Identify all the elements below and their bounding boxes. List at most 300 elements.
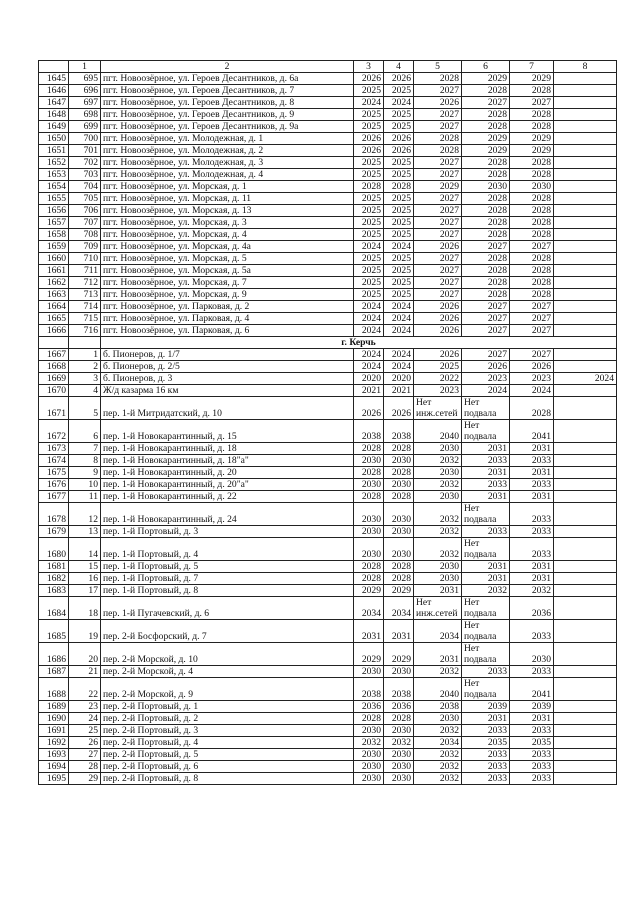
table-row — [39, 773, 617, 785]
col3-cell: 2021 — [354, 385, 384, 397]
address-cell: пгт. Новоозёрное, ул. Парковая, д. 4 — [101, 313, 354, 325]
col3-cell: 2028 — [354, 467, 384, 479]
col8-cell — [554, 169, 617, 181]
col4-cell: 2028 — [384, 181, 414, 193]
col3-cell: 2030 — [354, 666, 384, 678]
col5-cell: 2026 — [414, 349, 462, 361]
col5-cell: 2027 — [414, 85, 462, 97]
col8-cell — [554, 313, 617, 325]
col3-cell: 2024 — [354, 301, 384, 313]
row-number: 1682 — [39, 573, 69, 585]
col7-cell: 2027 — [510, 349, 554, 361]
row-local-number: 4 — [69, 385, 101, 397]
col5-cell-line-1: Нет — [416, 597, 432, 608]
row-local-number: 706 — [69, 205, 101, 217]
col3-cell: 2024 — [354, 361, 384, 373]
col4-cell: 2028 — [384, 713, 414, 725]
col3-cell: 2026 — [354, 145, 384, 157]
col3-cell: 2025 — [354, 277, 384, 289]
row-local-number: 700 — [69, 133, 101, 145]
table-row — [39, 133, 617, 145]
row-local-number: 16 — [69, 573, 101, 585]
table-row — [39, 85, 617, 97]
address-cell: пгт. Новоозёрное, ул. Морская, д. 4 — [101, 229, 354, 241]
col8-cell — [554, 157, 617, 169]
col8-cell — [554, 289, 617, 301]
col3-cell: 2026 — [354, 73, 384, 85]
col3-cell: 2030 — [354, 479, 384, 491]
col4-cell: 2028 — [384, 443, 414, 455]
col8-cell — [554, 265, 617, 277]
col5-cell-line-2: инж.сетей — [416, 408, 458, 419]
col6-cell-line-1: Нет — [464, 597, 480, 608]
col5-cell: 2030 — [414, 443, 462, 455]
table-body — [39, 73, 617, 785]
col6-cell: 2028 — [462, 121, 510, 133]
col6-cell-line-1: Нет — [464, 643, 480, 654]
col7-cell: 2033 — [510, 761, 554, 773]
address-cell: пер. 1-й Митридатский, д. 10 — [101, 397, 354, 420]
address-cell: пгт. Новоозёрное, ул. Морская, д. 9 — [101, 289, 354, 301]
col6-cell: 2027 — [462, 241, 510, 253]
header-cell-5: 5 — [414, 61, 462, 73]
col5-cell: 2026 — [414, 97, 462, 109]
row-number: 1650 — [39, 133, 69, 145]
col5-cell: 2023 — [414, 385, 462, 397]
col3-cell: 2030 — [354, 526, 384, 538]
row-local-number: 713 — [69, 289, 101, 301]
section-title: г. Керчь — [101, 337, 617, 349]
row-local-number: 7 — [69, 443, 101, 455]
address-cell: пер. 1-й Новокарантинный, д. 18"а" — [101, 455, 354, 467]
row-number: 1695 — [39, 773, 69, 785]
col7-cell: 2028 — [510, 121, 554, 133]
col6-cell: 2029 — [462, 73, 510, 85]
col3-cell: 2032 — [354, 737, 384, 749]
row-local-number: 714 — [69, 301, 101, 313]
col3-cell: 2025 — [354, 85, 384, 97]
col7-cell: 2028 — [510, 265, 554, 277]
col7-cell: 2028 — [510, 229, 554, 241]
row-number: 1649 — [39, 121, 69, 133]
col8-cell — [554, 205, 617, 217]
col5-cell — [414, 597, 462, 620]
col6-cell: 2033 — [462, 479, 510, 491]
col3-cell: 2028 — [354, 573, 384, 585]
row-local-number: 710 — [69, 253, 101, 265]
col4-cell: 2025 — [384, 253, 414, 265]
table-row — [39, 526, 617, 538]
address-cell: пер. 1-й Новокарантинный, д. 22 — [101, 491, 354, 503]
col4-cell: 2024 — [384, 313, 414, 325]
address-cell: б. Пионеров, д. 1/7 — [101, 349, 354, 361]
row-number: 1688 — [39, 678, 69, 701]
col8-cell — [554, 229, 617, 241]
col4-cell: 2024 — [384, 301, 414, 313]
row-local-number: 22 — [69, 678, 101, 701]
col4-cell: 2030 — [384, 479, 414, 491]
col7-cell: 2033 — [510, 749, 554, 761]
col6-cell-line-1: Нет — [464, 503, 480, 514]
col8-cell — [554, 585, 617, 597]
address-cell: пер. 2-й Босфорский, д. 7 — [101, 620, 354, 643]
address-cell: пгт. Новоозёрное, ул. Морская, д. 7 — [101, 277, 354, 289]
col5-cell: 2026 — [414, 301, 462, 313]
col8-cell — [554, 277, 617, 289]
col8-cell — [554, 325, 617, 337]
col6-cell: 2028 — [462, 229, 510, 241]
row-number: 1693 — [39, 749, 69, 761]
col7-cell: 2027 — [510, 241, 554, 253]
col6-cell-line-2: подвала — [464, 549, 497, 560]
col4-cell: 2038 — [384, 420, 414, 443]
col4-cell: 2031 — [384, 620, 414, 643]
col8-cell — [554, 85, 617, 97]
table-row — [39, 620, 617, 643]
col6-cell: 2029 — [462, 145, 510, 157]
address-cell: пгт. Новоозёрное, ул. Парковая, д. 2 — [101, 301, 354, 313]
col6-cell: 2023 — [462, 373, 510, 385]
row-local-number: 716 — [69, 325, 101, 337]
col6-cell: 2031 — [462, 491, 510, 503]
col8-cell — [554, 420, 617, 443]
row-number: 1648 — [39, 109, 69, 121]
col3-cell: 2038 — [354, 678, 384, 701]
col4-cell: 2025 — [384, 121, 414, 133]
table-row — [39, 701, 617, 713]
table-row — [39, 725, 617, 737]
row-local-number: 712 — [69, 277, 101, 289]
col7-cell: 2028 — [510, 193, 554, 205]
address-cell: пер. 2-й Портовый, д. 5 — [101, 749, 354, 761]
table-row — [39, 289, 617, 301]
col6-cell: 2030 — [462, 181, 510, 193]
row-local-number: 8 — [69, 455, 101, 467]
row-local-number: 21 — [69, 666, 101, 678]
col4-cell: 2026 — [384, 145, 414, 157]
col3-cell: 2025 — [354, 109, 384, 121]
row-local-number: 6 — [69, 420, 101, 443]
col6-cell — [462, 643, 510, 666]
register-table — [38, 60, 617, 785]
row-number: 1694 — [39, 761, 69, 773]
col8-cell — [554, 145, 617, 157]
table-row — [39, 193, 617, 205]
col6-cell: 2027 — [462, 325, 510, 337]
table-row — [39, 313, 617, 325]
row-local-number: 697 — [69, 97, 101, 109]
row-local-number: 18 — [69, 597, 101, 620]
address-cell: пер. 1-й Новокарантинный, д. 20 — [101, 467, 354, 479]
col6-cell-line-2: подвала — [464, 689, 497, 700]
row-local-number: 28 — [69, 761, 101, 773]
address-cell: Ж/д казарма 16 км — [101, 385, 354, 397]
row-local-number: 12 — [69, 503, 101, 526]
row-number: 1646 — [39, 85, 69, 97]
col7-cell: 2036 — [510, 597, 554, 620]
col8-cell — [554, 620, 617, 643]
col5-cell: 2027 — [414, 265, 462, 277]
col3-cell: 2025 — [354, 205, 384, 217]
col8-cell — [554, 761, 617, 773]
col5-cell: 2022 — [414, 373, 462, 385]
col8-cell — [554, 666, 617, 678]
table-row — [39, 397, 617, 420]
col6-cell: 2028 — [462, 253, 510, 265]
row-number: 1689 — [39, 701, 69, 713]
col6-cell: 2024 — [462, 385, 510, 397]
col7-cell: 2028 — [510, 205, 554, 217]
col8-cell — [554, 97, 617, 109]
col3-cell: 2025 — [354, 265, 384, 277]
row-local-number: 705 — [69, 193, 101, 205]
address-cell: пгт. Новоозёрное, ул. Молодежная, д. 3 — [101, 157, 354, 169]
col3-cell: 2030 — [354, 725, 384, 737]
col6-cell — [462, 420, 510, 443]
col4-cell: 2030 — [384, 761, 414, 773]
row-local-number: 14 — [69, 538, 101, 561]
address-cell: пер. 1-й Портовый, д. 7 — [101, 573, 354, 585]
col8-cell — [554, 193, 617, 205]
row-number: 1679 — [39, 526, 69, 538]
col5-cell: 2030 — [414, 713, 462, 725]
row-local-number: 11 — [69, 491, 101, 503]
col5-cell: 2030 — [414, 573, 462, 585]
row-number: 1675 — [39, 467, 69, 479]
col8-cell — [554, 385, 617, 397]
row-number: 1671 — [39, 397, 69, 420]
col4-cell: 2024 — [384, 241, 414, 253]
header-cell-4: 4 — [384, 61, 414, 73]
col3-cell: 2025 — [354, 193, 384, 205]
row-local-number: 24 — [69, 713, 101, 725]
col5-cell: 2027 — [414, 229, 462, 241]
row-local-number: 25 — [69, 725, 101, 737]
col6-cell: 2027 — [462, 349, 510, 361]
address-cell: пгт. Новоозёрное, ул. Молодежная, д. 1 — [101, 133, 354, 145]
table-row — [39, 643, 617, 666]
row-number: 1674 — [39, 455, 69, 467]
col8-cell: 2024 — [554, 373, 617, 385]
col5-cell — [414, 397, 462, 420]
col8-cell — [554, 109, 617, 121]
row-number: 1670 — [39, 385, 69, 397]
table-row — [39, 385, 617, 397]
table-row — [39, 205, 617, 217]
row-local-number: 715 — [69, 313, 101, 325]
row-local-number: 13 — [69, 526, 101, 538]
col8-cell — [554, 725, 617, 737]
address-cell: пер. 1-й Новокарантинный, д. 24 — [101, 503, 354, 526]
row-number: 1692 — [39, 737, 69, 749]
col5-cell: 2027 — [414, 205, 462, 217]
col3-cell: 2024 — [354, 313, 384, 325]
row-number: 1658 — [39, 229, 69, 241]
col6-cell: 2026 — [462, 361, 510, 373]
col3-cell: 2024 — [354, 325, 384, 337]
col8-cell — [554, 397, 617, 420]
col6-cell: 2027 — [462, 301, 510, 313]
col3-cell: 2026 — [354, 133, 384, 145]
col7-cell: 2028 — [510, 253, 554, 265]
col3-cell: 2030 — [354, 749, 384, 761]
col5-cell: 2032 — [414, 538, 462, 561]
row-local-number: 26 — [69, 737, 101, 749]
col4-cell: 2025 — [384, 289, 414, 301]
row-number: 1683 — [39, 585, 69, 597]
row-local-number: 698 — [69, 109, 101, 121]
col5-cell: 2032 — [414, 479, 462, 491]
col8-cell — [554, 181, 617, 193]
col8-cell — [554, 467, 617, 479]
col6-cell: 2031 — [462, 561, 510, 573]
col5-cell: 2027 — [414, 289, 462, 301]
table-row — [39, 145, 617, 157]
col7-cell: 2031 — [510, 491, 554, 503]
table-row — [39, 761, 617, 773]
col8-cell — [554, 701, 617, 713]
col5-cell: 2027 — [414, 217, 462, 229]
row-local-number: 704 — [69, 181, 101, 193]
col3-cell: 2030 — [354, 503, 384, 526]
col4-cell: 2025 — [384, 217, 414, 229]
col6-cell: 2033 — [462, 773, 510, 785]
row-local-number: 701 — [69, 145, 101, 157]
col5-cell: 2027 — [414, 169, 462, 181]
col8-cell — [554, 349, 617, 361]
col4-cell: 2024 — [384, 325, 414, 337]
col5-cell: 2030 — [414, 491, 462, 503]
table-row — [39, 349, 617, 361]
address-cell: пер. 1-й Портовый, д. 8 — [101, 585, 354, 597]
address-cell: пер. 2-й Морской, д. 9 — [101, 678, 354, 701]
col8-cell — [554, 526, 617, 538]
col5-cell: 2026 — [414, 313, 462, 325]
row-number: 1645 — [39, 73, 69, 85]
col6-cell: 2033 — [462, 761, 510, 773]
table-row — [39, 253, 617, 265]
col8-cell — [554, 491, 617, 503]
col4-cell: 2025 — [384, 157, 414, 169]
col5-cell: 2026 — [414, 241, 462, 253]
row-local-number: 2 — [69, 361, 101, 373]
address-cell: пер. 1-й Портовый, д. 5 — [101, 561, 354, 573]
col8-cell — [554, 737, 617, 749]
table-row — [39, 597, 617, 620]
col3-cell: 2030 — [354, 761, 384, 773]
col7-cell: 2041 — [510, 678, 554, 701]
header-cell-6: 6 — [462, 61, 510, 73]
col7-cell: 2031 — [510, 467, 554, 479]
row-local-number: 711 — [69, 265, 101, 277]
header-cell-3: 3 — [354, 61, 384, 73]
address-cell: пгт. Новоозёрное, ул. Героев Десантников, д. 9 — [101, 109, 354, 121]
col6-cell: 2028 — [462, 85, 510, 97]
col6-cell: 2033 — [462, 455, 510, 467]
col4-cell: 2026 — [384, 133, 414, 145]
col3-cell: 2026 — [354, 397, 384, 420]
row-number: 1661 — [39, 265, 69, 277]
col4-cell: 2024 — [384, 97, 414, 109]
col4-cell: 2028 — [384, 491, 414, 503]
col4-cell: 2025 — [384, 193, 414, 205]
table-row — [39, 538, 617, 561]
col6-cell: 2028 — [462, 157, 510, 169]
table-row — [39, 373, 617, 385]
address-cell: пер. 2-й Портовый, д. 6 — [101, 761, 354, 773]
address-cell: пер. 2-й Портовый, д. 3 — [101, 725, 354, 737]
header-row — [39, 61, 617, 73]
col8-cell — [554, 561, 617, 573]
col7-cell: 2023 — [510, 373, 554, 385]
row-number: 1680 — [39, 538, 69, 561]
col6-cell: 2028 — [462, 217, 510, 229]
col7-cell: 2028 — [510, 85, 554, 97]
col7-cell: 2031 — [510, 443, 554, 455]
col3-cell: 2030 — [354, 538, 384, 561]
row-local-number: 695 — [69, 73, 101, 85]
col7-cell: 2024 — [510, 385, 554, 397]
table-row — [39, 561, 617, 573]
address-cell: пгт. Новоозёрное, ул. Героев Десантников, д. 6а — [101, 73, 354, 85]
col4-cell: 2036 — [384, 701, 414, 713]
col8-cell — [554, 301, 617, 313]
col8-cell — [554, 253, 617, 265]
col3-cell: 2028 — [354, 713, 384, 725]
col7-cell: 2032 — [510, 585, 554, 597]
col3-cell: 2029 — [354, 585, 384, 597]
col4-cell: 2028 — [384, 561, 414, 573]
row-number: 1652 — [39, 157, 69, 169]
col4-cell: 2030 — [384, 749, 414, 761]
col5-cell: 2030 — [414, 561, 462, 573]
row-local-number: 5 — [69, 397, 101, 420]
col5-cell: 2040 — [414, 420, 462, 443]
table-row — [39, 585, 617, 597]
row-local-number: 1 — [69, 349, 101, 361]
col7-cell: 2033 — [510, 666, 554, 678]
col6-cell: 2028 — [462, 265, 510, 277]
address-cell: пер. 2-й Морской, д. 4 — [101, 666, 354, 678]
row-local-number: 708 — [69, 229, 101, 241]
row-number: 1664 — [39, 301, 69, 313]
table-row — [39, 443, 617, 455]
col7-cell: 2033 — [510, 479, 554, 491]
table-row — [39, 361, 617, 373]
col4-cell: 2026 — [384, 73, 414, 85]
row-number: 1678 — [39, 503, 69, 526]
col3-cell: 2025 — [354, 169, 384, 181]
col4-cell: 2025 — [384, 277, 414, 289]
col8-cell — [554, 443, 617, 455]
col8-cell — [554, 503, 617, 526]
col4-cell: 2034 — [384, 597, 414, 620]
col6-cell: 2031 — [462, 443, 510, 455]
col4-cell: 2020 — [384, 373, 414, 385]
col7-cell: 2028 — [510, 289, 554, 301]
col8-cell — [554, 121, 617, 133]
address-cell: пгт. Новоозёрное, ул. Героев Десантников, д. 7 — [101, 85, 354, 97]
col7-cell: 2033 — [510, 526, 554, 538]
row-number: 1666 — [39, 325, 69, 337]
table-row — [39, 491, 617, 503]
col5-cell: 2032 — [414, 773, 462, 785]
row-number: 1690 — [39, 713, 69, 725]
col6-cell: 2031 — [462, 713, 510, 725]
col4-cell: 2030 — [384, 538, 414, 561]
col5-cell: 2025 — [414, 361, 462, 373]
col3-cell: 2024 — [354, 97, 384, 109]
